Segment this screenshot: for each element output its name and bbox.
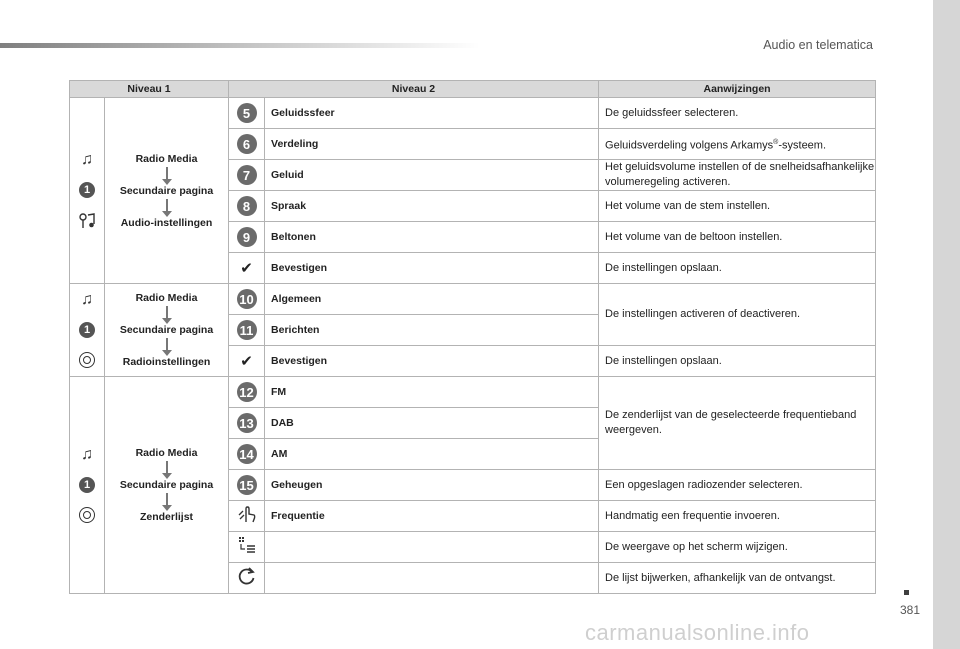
music-note-icon: ♫ (81, 446, 93, 463)
setting-description: Het geluidsvolume instellen of de snelheidsafhankelijke volumeregeling activeren. (599, 160, 876, 191)
number-badge: 15 (237, 475, 257, 495)
setting-description: Handmatig een frequentie invoeren. (599, 501, 876, 532)
setting-name: Spraak (265, 191, 599, 222)
music-note-icon: ♫ (81, 291, 93, 308)
number-badge: 5 (237, 103, 257, 123)
music-note-icon: ♫ (81, 150, 93, 168)
arrow-down-icon (166, 199, 168, 213)
arrow-down-icon (166, 461, 168, 475)
check-icon: ✔ (240, 259, 253, 277)
radio-list-icon (79, 507, 95, 523)
path-step: Secundaire pagina (119, 479, 214, 491)
path-step: Secundaire pagina (119, 184, 214, 197)
path-step: Radioinstellingen (122, 356, 211, 368)
page-side-strip (933, 0, 960, 649)
setting-description (599, 129, 876, 160)
group-icons (70, 377, 105, 594)
number-badge: 8 (237, 196, 257, 216)
number-badge: 9 (237, 227, 257, 247)
column-header-niveau2: Niveau 2 (229, 81, 599, 98)
setting-name: Berichten (265, 315, 599, 346)
number-badge: 11 (237, 320, 257, 340)
setting-name: Geluidssfeer (265, 98, 599, 129)
setting-description: Het volume van de beltoon instellen. (599, 222, 876, 253)
setting-description: Het volume van de stem instellen. (599, 191, 876, 222)
setting-description: De lijst bijwerken, afhankelijk van de ontvangst. (599, 563, 876, 594)
number-badge: 13 (237, 413, 257, 433)
path-step: Radio Media (135, 292, 198, 304)
number-badge: 14 (237, 444, 257, 464)
setting-description: De instellingen opslaan. (599, 253, 876, 284)
setting-description: Een opgeslagen radiozender selecteren. (599, 470, 876, 501)
arrow-down-icon (166, 167, 168, 181)
page-number: 381 (899, 603, 920, 617)
setting-name: DAB (265, 408, 599, 439)
arrow-down-icon (166, 306, 168, 320)
menu-path (105, 284, 229, 377)
desc-text: Geluidsverdeling volgens Arkamys (605, 139, 774, 152)
column-header-aanwijzingen: Aanwijzingen (599, 81, 876, 98)
setting-name: Bevestigen (265, 346, 599, 377)
table-row (70, 98, 876, 129)
number-badge: 12 (237, 382, 257, 402)
number-badge: 6 (237, 134, 257, 154)
radio-settings-icon (79, 352, 95, 368)
section-title: Audio en telematica (763, 38, 873, 52)
arrow-down-icon (166, 493, 168, 507)
group-icons (70, 284, 105, 377)
setting-name: Beltonen (265, 222, 599, 253)
registered-mark: ® (773, 138, 779, 146)
settings-table (69, 80, 876, 594)
setting-name: Frequentie (265, 501, 599, 532)
setting-description: De zenderlijst van de geselecteerde frequentieband weergeven. (599, 377, 876, 470)
path-step: Audio-instellingen (120, 216, 213, 229)
check-icon: ✔ (240, 352, 253, 370)
setting-name: Verdeling (265, 129, 599, 160)
setting-name: AM (265, 439, 599, 470)
table-row (70, 377, 876, 408)
setting-name: Bevestigen (265, 253, 599, 284)
setting-name (265, 532, 599, 563)
setting-name (265, 563, 599, 594)
setting-description: De geluidssfeer selecteren. (599, 98, 876, 129)
menu-path (105, 98, 229, 284)
table-row (70, 284, 876, 315)
step-badge: 1 (79, 477, 95, 493)
arrow-down-icon (166, 338, 168, 352)
menu-path (105, 377, 229, 594)
number-badge: 7 (237, 165, 257, 185)
step-badge: 1 (79, 182, 95, 198)
watermark-text: carmanualsonline.info (585, 620, 810, 645)
setting-name: Geluid (265, 160, 599, 191)
column-header-niveau1: Niveau 1 (70, 81, 229, 98)
number-badge: 10 (237, 289, 257, 309)
header-gradient-bar (0, 43, 480, 48)
setting-name: Algemeen (265, 284, 599, 315)
setting-description: De instellingen opslaan. (599, 346, 876, 377)
music-settings-icon (78, 212, 96, 230)
setting-description: De instellingen activeren of deactiveren. (599, 284, 876, 346)
desc-text: -systeem. (778, 139, 827, 152)
path-step: Secundaire pagina (119, 324, 214, 336)
sort-list-icon (237, 541, 257, 558)
setting-name: Geheugen (265, 470, 599, 501)
group-icons (70, 98, 105, 284)
touch-hand-icon (237, 510, 257, 527)
path-step: Radio Media (135, 152, 198, 165)
page-marker (904, 590, 909, 595)
path-step: Zenderlijst (139, 511, 194, 523)
setting-name: FM (265, 377, 599, 408)
path-step: Radio Media (135, 447, 198, 459)
refresh-icon (237, 573, 257, 590)
step-badge: 1 (79, 322, 95, 338)
setting-description: De weergave op het scherm wijzigen. (599, 532, 876, 563)
